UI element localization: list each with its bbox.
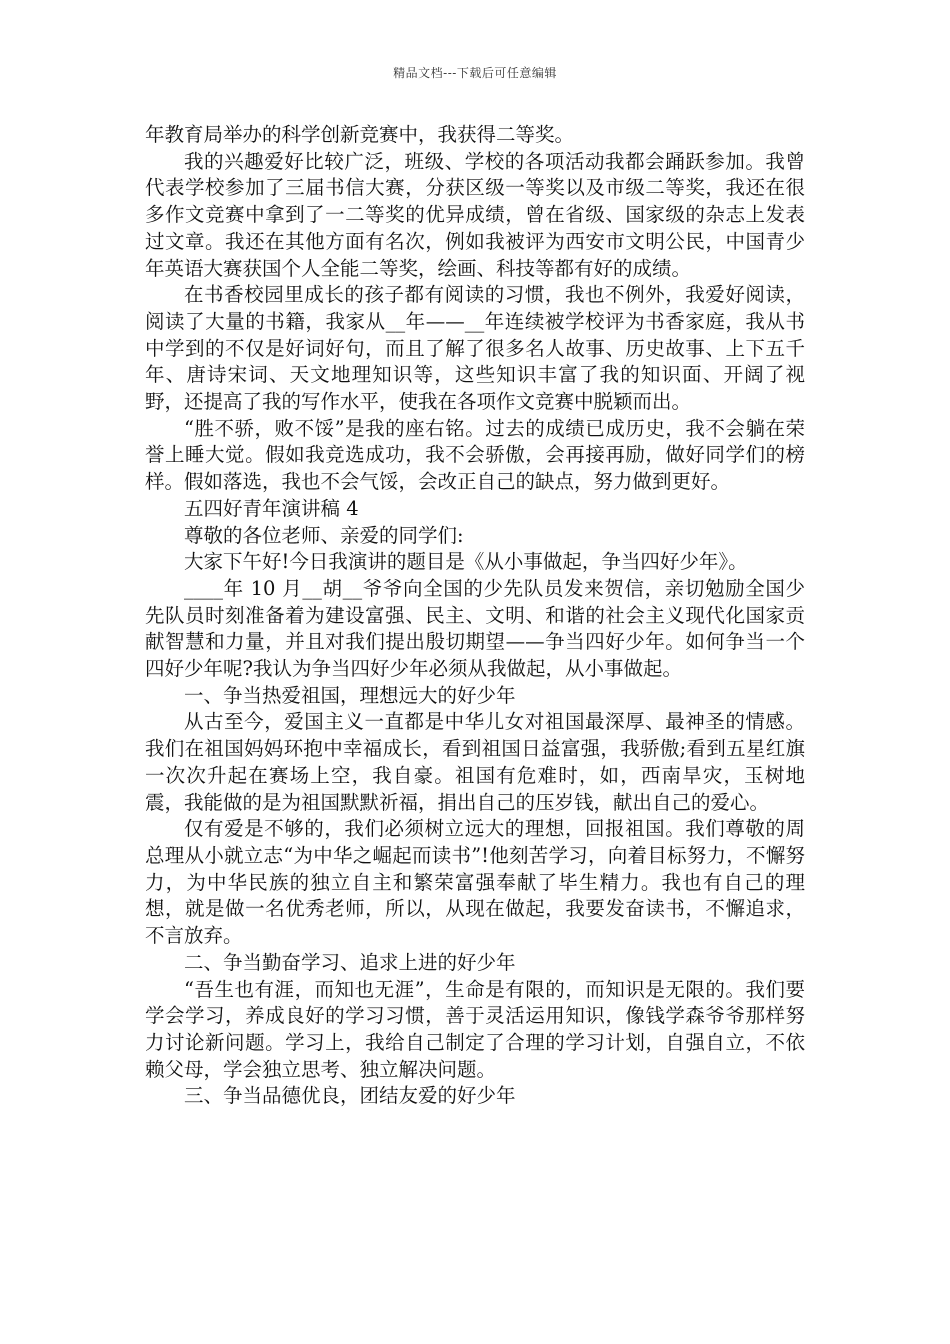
subheading: 一、争当热爱祖国，理想远大的好少年 [184, 683, 516, 707]
paragraph: 从古至今，爱国主义一直都是中华儿女对祖国最深厚、最神圣的情感。我们在祖国妈妈环抱中幸福成长，看到祖国日益富强，我骄傲;看到五星红旗一次次升起在赛场上空，我自豪。祖国有危难时，如，西南旱灾，玉树地震，我能做的是为祖国默默祈福，捐出自己的压岁钱，献出自己的爱心。 [145, 710, 805, 814]
document-body [145, 122, 805, 1110]
paragraph: 我的兴趣爱好比较广泛，班级、学校的各项活动我都会踊跃参加。我曾代表学校参加了三届书信大赛，分获区级一等奖以及市级二等奖，我还在很多作文竞赛中拿到了一二等奖的优异成绩，曾在省级、国家级的杂志上发表过文章。我还在其他方面有名次，例如我被评为西安市文明公民，中国青少年英语大赛获国个人全能二等奖，绘画、科技等都有好的成绩。 [145, 149, 805, 280]
paragraph: ____年 10 月__胡__爷爷向全国的少先队员发来贺信，亲切勉励全国少先队员时刻准备着为建设富强、民主、文明、和谐的社会主义现代化国家贡献智慧和力量，并且对我们提出殷切期望——争当四好少年。如何争当一个四好少年呢?我认为争当四好少年必须从我做起，从小事做起。 [145, 576, 805, 681]
section-title: 五四好青年演讲稿 4 [184, 496, 359, 520]
paragraph: “吾生也有涯，而知也无涯”，生命是有限的，而知识是无限的。我们要学会学习，养成良好的学习习惯，善于灵活运用知识，像钱学森爷爷那样努力讨论新问题。学习上，我给自己制定了合理的学习计划，自强自立，不依赖父母，学会独立思考、独立解决问题。 [145, 977, 805, 1081]
subheading: 三、争当品德优良，团结友爱的好少年 [184, 1084, 516, 1108]
paragraph: 在书香校园里成长的孩子都有阅读的习惯，我也不例外，我爱好阅读，阅读了大量的书籍，我家从__年——__年连续被学校评为书香家庭，我从书中学到的不仅是好词好句，而且了解了很多名人故事、历史故事、上下五千年、唐诗宋词、天文地理知识等，这些知识丰富了我的知识面、开阔了视野，还提高了我的写作水平，使我在各项作文竞赛中脱颖而出。 [145, 283, 805, 414]
paragraph: “胜不骄，败不馁”是我的座右铭。过去的成绩已成历史，我不会躺在荣誉上睡大觉。假如我竞选成功，我不会骄傲，会再接再励，做好同学们的榜样。假如落选，我也不会气馁，会改正自己的缺点，努力做到更好。 [145, 416, 805, 494]
paragraph-continuation: 年教育局举办的科学创新竞赛中，我获得二等奖。 [145, 123, 575, 146]
salutation: 尊敬的各位老师、亲爱的同学们: [184, 523, 464, 547]
subheading: 二、争当勤奋学习、追求上进的好少年 [184, 950, 516, 974]
page-header: 精品文档---下载后可任意编辑 [393, 66, 557, 80]
paragraph: 大家下午好!今日我演讲的题目是《从小事做起，争当四好少年》。 [184, 550, 748, 574]
paragraph: 仅有爱是不够的，我们必须树立远大的理想，回报祖国。我们尊敬的周总理从小就立志“为中华之崛起而读书”!他刻苦学习，向着目标努力，不懈努力，为中华民族的独立自主和繁荣富强奉献了毕生精力。我也有自己的理想，就是做一名优秀老师，所以，从现在做起，我要发奋读书，不懈追求，不言放弃。 [145, 817, 805, 948]
